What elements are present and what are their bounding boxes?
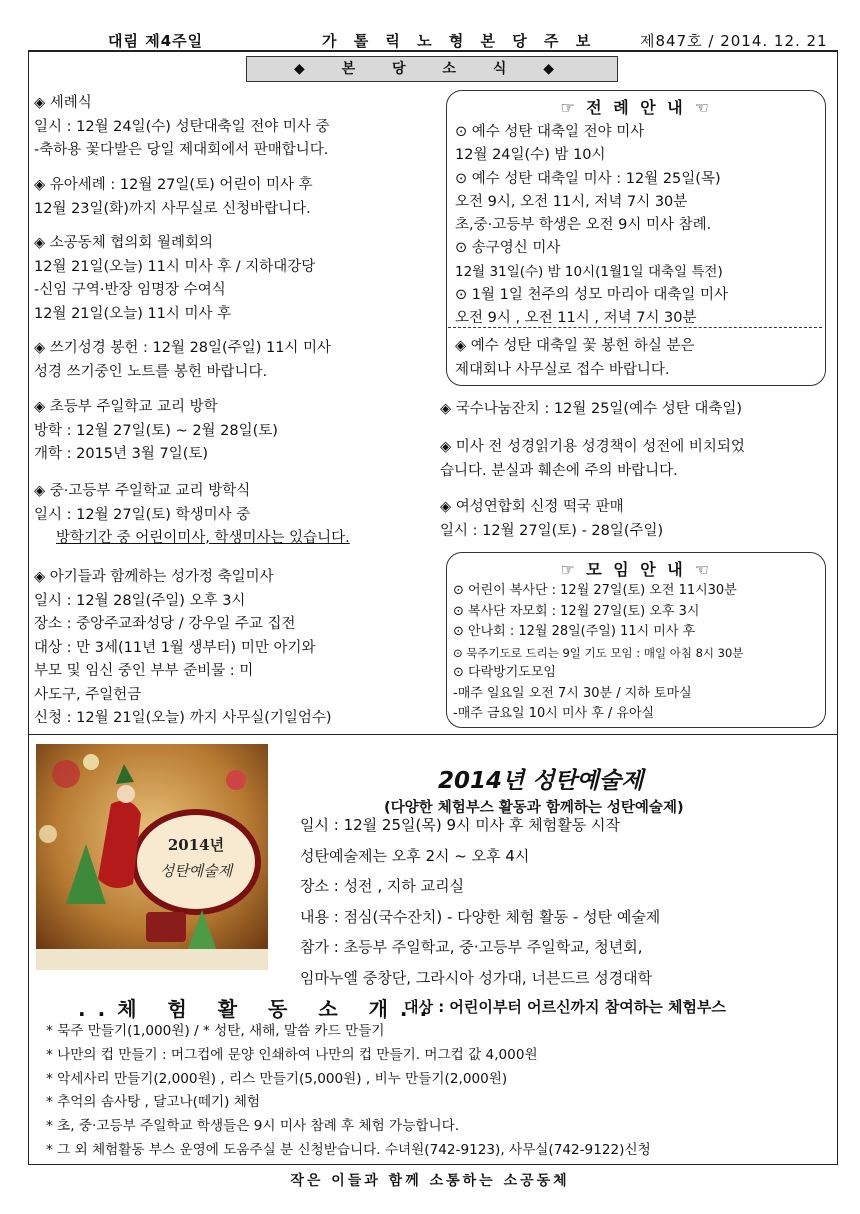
notice-line: ◈ 중·고등부 주일학교 교리 방학식 bbox=[34, 483, 251, 499]
notice-line: ◈ 유아세례 : 12월 27일(토) 어린이 미사 후 bbox=[34, 177, 313, 193]
meeting-line: ⊙ 복사단 자모회 : 12월 27일(토) 오후 3시 bbox=[453, 603, 700, 619]
festival-detail-line: 성탄예술제는 오후 2시 ~ 오후 4시 bbox=[300, 846, 530, 865]
notice-line: 대상 : 만 3세(11년 1월 생부터) 미만 아기와 bbox=[34, 639, 316, 656]
notice-elementary-vacation bbox=[34, 396, 278, 467]
liturgy-line: 12월 24일(수) 밤 10시 bbox=[455, 147, 606, 164]
festival-detail-line: 내용 : 점심(국수잔치) - 다양한 체험 활동 - 성탄 예술제 bbox=[300, 907, 661, 926]
experience-item: * 악세사리 만들기(2,000원) , 리스 만들기(5,000원) , 비누 만들기(2,000원) bbox=[46, 1070, 508, 1087]
festival-details bbox=[300, 810, 660, 993]
image-title-text: 성탄예술제 bbox=[159, 862, 233, 880]
notice-middle-high-vacation bbox=[34, 480, 350, 551]
week-label: 대림 제4주일 bbox=[108, 32, 204, 50]
liturgy-line: ⊙ 송구영신 미사 bbox=[455, 240, 561, 257]
notice-line: 사도구, 주일헌금 bbox=[34, 686, 142, 703]
issue-date: 제847호 / 2014. 12. 21 bbox=[640, 32, 828, 50]
notice-rice-cake-sale bbox=[440, 496, 663, 543]
footer-slogan: 작은 이들과 함께 소통하는 소공동체 bbox=[290, 1173, 570, 1189]
liturgy-line: ⊙ 1월 1일 천주의 성모 마리아 대축일 미사 bbox=[455, 287, 728, 304]
notice-line: ◈ 소공동체 협의회 월례회의 bbox=[34, 235, 214, 251]
festival-detail-line: 임마누엘 중창단, 그라시아 성가대, 너븐드르 성경대학 bbox=[300, 968, 653, 987]
section-banner: ◆ 본 당 소 식 ◆ bbox=[246, 56, 618, 82]
meetings-title: ☞ 모 임 안 내 ☜ bbox=[560, 560, 712, 579]
section-divider bbox=[28, 734, 838, 735]
meeting-line: ⊙ 묵주기도로 드리는 9일 기도 모임 : 매일 아침 8시 30분 bbox=[453, 645, 744, 660]
notice-baptism bbox=[34, 92, 329, 163]
christmas-festival-image bbox=[36, 744, 268, 970]
festival-detail-line: 장소 : 성전 , 지하 교리실 bbox=[300, 877, 465, 895]
notice-line: 장소 : 중앙주교좌성당 / 강우일 주교 집전 bbox=[34, 616, 296, 632]
meeting-line: ⊙ 어린이 복사단 : 12월 27일(토) 오전 11시30분 bbox=[453, 583, 737, 598]
notice-noodle-feast bbox=[440, 398, 742, 422]
experience-item: * 그 외 체험활동 부스 운영에 도움주실 분 신청받습니다. 수녀원(742-9123), 사무실(742-9122)신청 bbox=[46, 1141, 651, 1158]
notice-line: ◈ 여성연합회 신정 떡국 판매 bbox=[440, 499, 624, 515]
meeting-line: -매주 일요일 오전 7시 30분 / 지하 토마실 bbox=[453, 685, 692, 701]
notice-line: 12월 21일(오늘) 11시 미사 후 bbox=[34, 305, 232, 322]
notice-line: 12월 23일(화)까지 사무실로 신청바랍니다. bbox=[34, 200, 311, 217]
notice-line: ◈ 쓰기성경 봉헌 : 12월 28일(주일) 11시 미사 bbox=[34, 340, 332, 356]
experience-target: 대상 : 어린이부터 어르신까지 참여하는 체험부스 bbox=[404, 998, 726, 1016]
meeting-line: -매주 금요일 10시 미사 후 / 유아실 bbox=[453, 706, 655, 721]
flower-line: 제대회나 사무실로 접수 바랍니다. bbox=[455, 361, 670, 378]
notice-line: ◈ 세례식 bbox=[34, 95, 92, 111]
notice-line: 신청 : 12월 21일(오늘) 까지 사무실(기일엄수) bbox=[34, 710, 332, 726]
underlined-note: 방학기간 중 어린이미사, 학생미사는 있습니다. bbox=[56, 530, 350, 546]
experience-item: * 추억의 솜사탕 , 달고나(떼기) 체험 bbox=[46, 1094, 261, 1111]
meetings-box bbox=[446, 552, 826, 728]
experience-item: * 나만의 컵 만들기 : 머그컵에 문양 인쇄하여 나만의 컵 만들기. 머그컵 값 4,000원 bbox=[46, 1046, 538, 1063]
notice-line: 방학 : 12월 27일(토) ~ 2월 28일(토) bbox=[34, 422, 278, 439]
meeting-line: ⊙ 안나회 : 12월 28일(주일) 11시 미사 후 bbox=[453, 624, 696, 639]
liturgy-lines bbox=[455, 121, 728, 331]
flower-offering-note bbox=[455, 335, 695, 382]
notice-line: 일시 : 12월 27일(토) 학생미사 중 bbox=[34, 506, 251, 523]
liturgy-line: 오전 9시, 오전 11시, 저녁 7시 30분 bbox=[455, 193, 688, 210]
festival-subtitle: (다양한 체험부스 활동과 함께하는 성탄예술제) bbox=[384, 800, 684, 816]
notice-bible-writing bbox=[34, 337, 331, 384]
notice-line: 습니다. 분실과 훼손에 주의 바랍니다. bbox=[440, 462, 678, 479]
meeting-line: ⊙ 다락방기도모임 bbox=[453, 665, 556, 680]
notice-line: 일시 : 12월 24일(수) 성탄대축일 전야 미사 중 bbox=[34, 118, 330, 135]
liturgy-line: ⊙ 예수 성탄 대축일 전야 미사 bbox=[455, 124, 645, 140]
notice-line: ◈ 미사 전 성경읽기용 성경책이 성전에 비치되었 bbox=[440, 439, 745, 455]
notice-line: 성경 쓰기중인 노트를 봉헌 바랍니다. bbox=[34, 363, 268, 380]
liturgy-line: 초,중·고등부 학생은 오전 9시 미사 참례. bbox=[455, 217, 712, 234]
meetings-lines bbox=[453, 581, 743, 725]
liturgy-line: ⊙ 예수 성탄 대축일 미사 : 12월 25일(목) bbox=[455, 170, 721, 187]
notice-line: -신임 구역·반장 임명장 수여식 bbox=[34, 282, 226, 298]
liturgy-title: ☞ 전 례 안 내 ☜ bbox=[560, 98, 712, 117]
notice-infant-baptism bbox=[34, 174, 313, 221]
bulletin-title: 가 톨 릭 노 형 본 당 주 보 bbox=[322, 32, 597, 50]
image-year-text: 2014년 bbox=[167, 836, 225, 854]
festival-detail-line: 참가 : 초등부 주일학교, 중·고등부 주일학교, 청년회, bbox=[300, 938, 643, 956]
festival-illustration bbox=[36, 744, 268, 970]
notice-line: 개학 : 2015년 3월 7일(토) bbox=[34, 446, 209, 462]
notice-line: 부모 및 임신 중인 부부 준비물 : 미 bbox=[34, 663, 254, 679]
flower-line: ◈ 예수 성탄 대축일 꽃 봉헌 하실 분은 bbox=[455, 338, 695, 354]
notice-line: 12월 21일(오늘) 11시 미사 후 / 지하대강당 bbox=[34, 258, 316, 275]
experience-item: * 초, 중·고등부 주일학교 학생들은 9시 미사 참례 후 체험 가능합니다. bbox=[46, 1118, 460, 1135]
notice-line: ◈ 국수나눔잔치 : 12월 25일(예수 성탄 대축일) bbox=[440, 401, 743, 417]
experience-item: * 묵주 만들기(1,000원) / * 성탄, 새해, 말씀 카드 만들기 bbox=[46, 1023, 385, 1039]
notice-council-meeting bbox=[34, 232, 315, 326]
festival-title: 2014년 성탄예술제 bbox=[438, 768, 644, 794]
notice-line: ◈ 아기들과 함께하는 성가정 축일미사 bbox=[34, 569, 274, 585]
experience-list bbox=[46, 1020, 651, 1163]
notice-line: 일시 : 12월 27일(토) - 28일(주일) bbox=[440, 522, 664, 539]
liturgy-line: 12월 31일(수) 밤 10시(1월1일 대축일 특전) bbox=[455, 263, 723, 280]
experience-heading: ..체 험 활 동 소 개.. bbox=[78, 997, 440, 1021]
notice-holy-family-mass bbox=[34, 566, 332, 731]
notice-line: ◈ 초등부 주일학교 교리 방학 bbox=[34, 399, 218, 415]
liturgy-line: 오전 9시 , 오전 11시 , 저녁 7시 30분 bbox=[455, 310, 697, 327]
liturgy-box bbox=[446, 90, 826, 386]
notice-bible-reading bbox=[440, 436, 745, 483]
festival-detail-line: 일시 : 12월 25일(목) 9시 미사 후 체험활동 시작 bbox=[300, 816, 620, 834]
notice-line: -축하용 꽃다발은 당일 제대회에서 판매합니다. bbox=[34, 142, 329, 158]
notice-line: 일시 : 12월 28일(주일) 오후 3시 bbox=[34, 592, 246, 609]
dashed-divider bbox=[448, 327, 822, 328]
